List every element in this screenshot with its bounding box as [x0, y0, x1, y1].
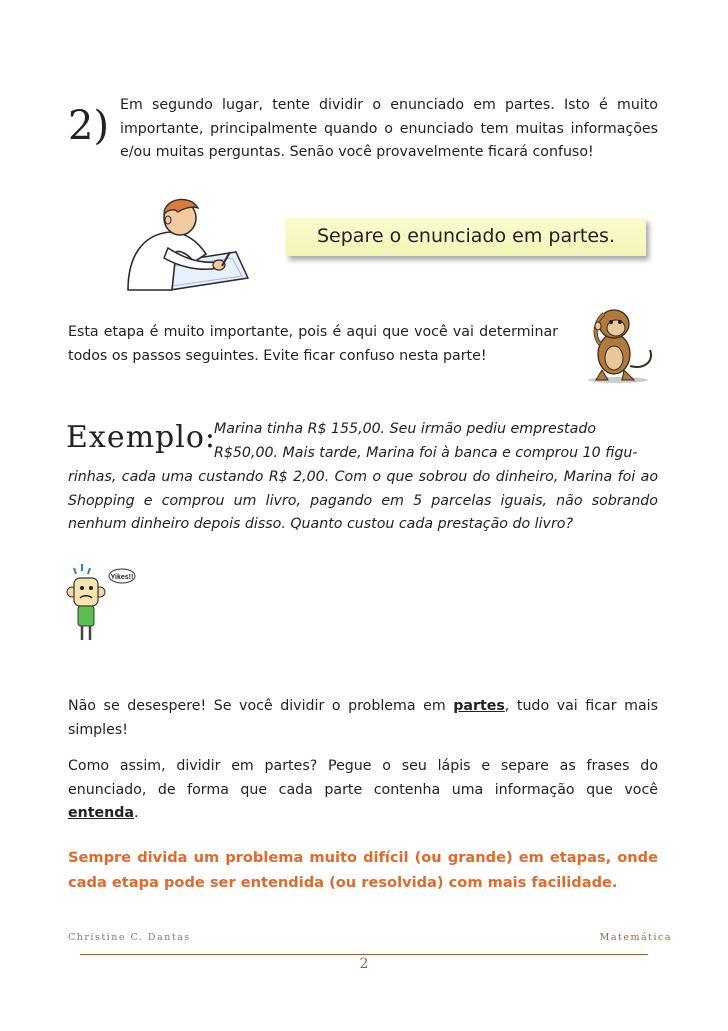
reassurance-paragraph	[68, 695, 658, 742]
footer-divider	[80, 954, 648, 955]
yikes-caption: Yikes!!	[110, 574, 134, 581]
explanation-paragraph	[68, 755, 658, 826]
para3-before: Não se desespere! Se você dividir o problema em	[68, 698, 454, 714]
example-title: Exemplo:	[66, 420, 216, 455]
callout-box	[286, 218, 646, 256]
para3-after: , tudo vai ficar mais simples!	[68, 698, 658, 738]
writer-illustration	[118, 192, 250, 292]
para4-emphasis: entenda	[68, 805, 134, 821]
key-advice: Sempre divida um problema muito difícil (ou grande) em etapas, onde cada etapa pode ser entendida (ou resolvida) com mais facilidade.	[68, 849, 658, 891]
thinking-monkey-illustration	[574, 300, 662, 384]
example-line-1: Marina tinha R$ 155,00. Seu irmão pediu emprestado	[214, 421, 597, 437]
footer-subject: Matemática	[599, 932, 672, 943]
worried-person-illustration	[56, 562, 136, 646]
step-number: 2)	[68, 103, 110, 149]
para3-emphasis: partes	[453, 698, 505, 714]
example-text: rinhas, cada uma custando R$ 2,00. Com o que sobrou do dinheiro, Marina foi ao Shopping e comprou um livro, pagando em 5 parcelas iguais, não sobrando nenhum dinheiro depois disso. Quanto custou cada prestação do livro?	[68, 469, 658, 532]
footer-author: Christine C. Dantas	[68, 932, 191, 943]
example-line-2: R$50,00. Mais tarde, Marina foi à banca e comprou 10 figu-	[214, 445, 638, 461]
intro-paragraph: Em segundo lugar, tente dividir o enunciado em partes. Isto é muito importante, principalmente quando o enunciado tem muitas informações e/ou muitas perguntas. Senão você provavelmente ficará confuso!	[120, 97, 658, 160]
para4-after: .	[133, 805, 139, 821]
callout-text: Separe o enunciado em partes.	[317, 225, 615, 247]
step-note: Esta etapa é muito importante, pois é aqui que você vai determinar todos os passos seguintes. Evite ficar confuso nesta parte!	[68, 324, 558, 364]
page-number: 2	[359, 956, 369, 972]
para4-before: Como assim, dividir em partes? Pegue o seu lápis e separe as frases do enunciado, de forma que cada parte contenha uma informação que você	[68, 758, 658, 798]
